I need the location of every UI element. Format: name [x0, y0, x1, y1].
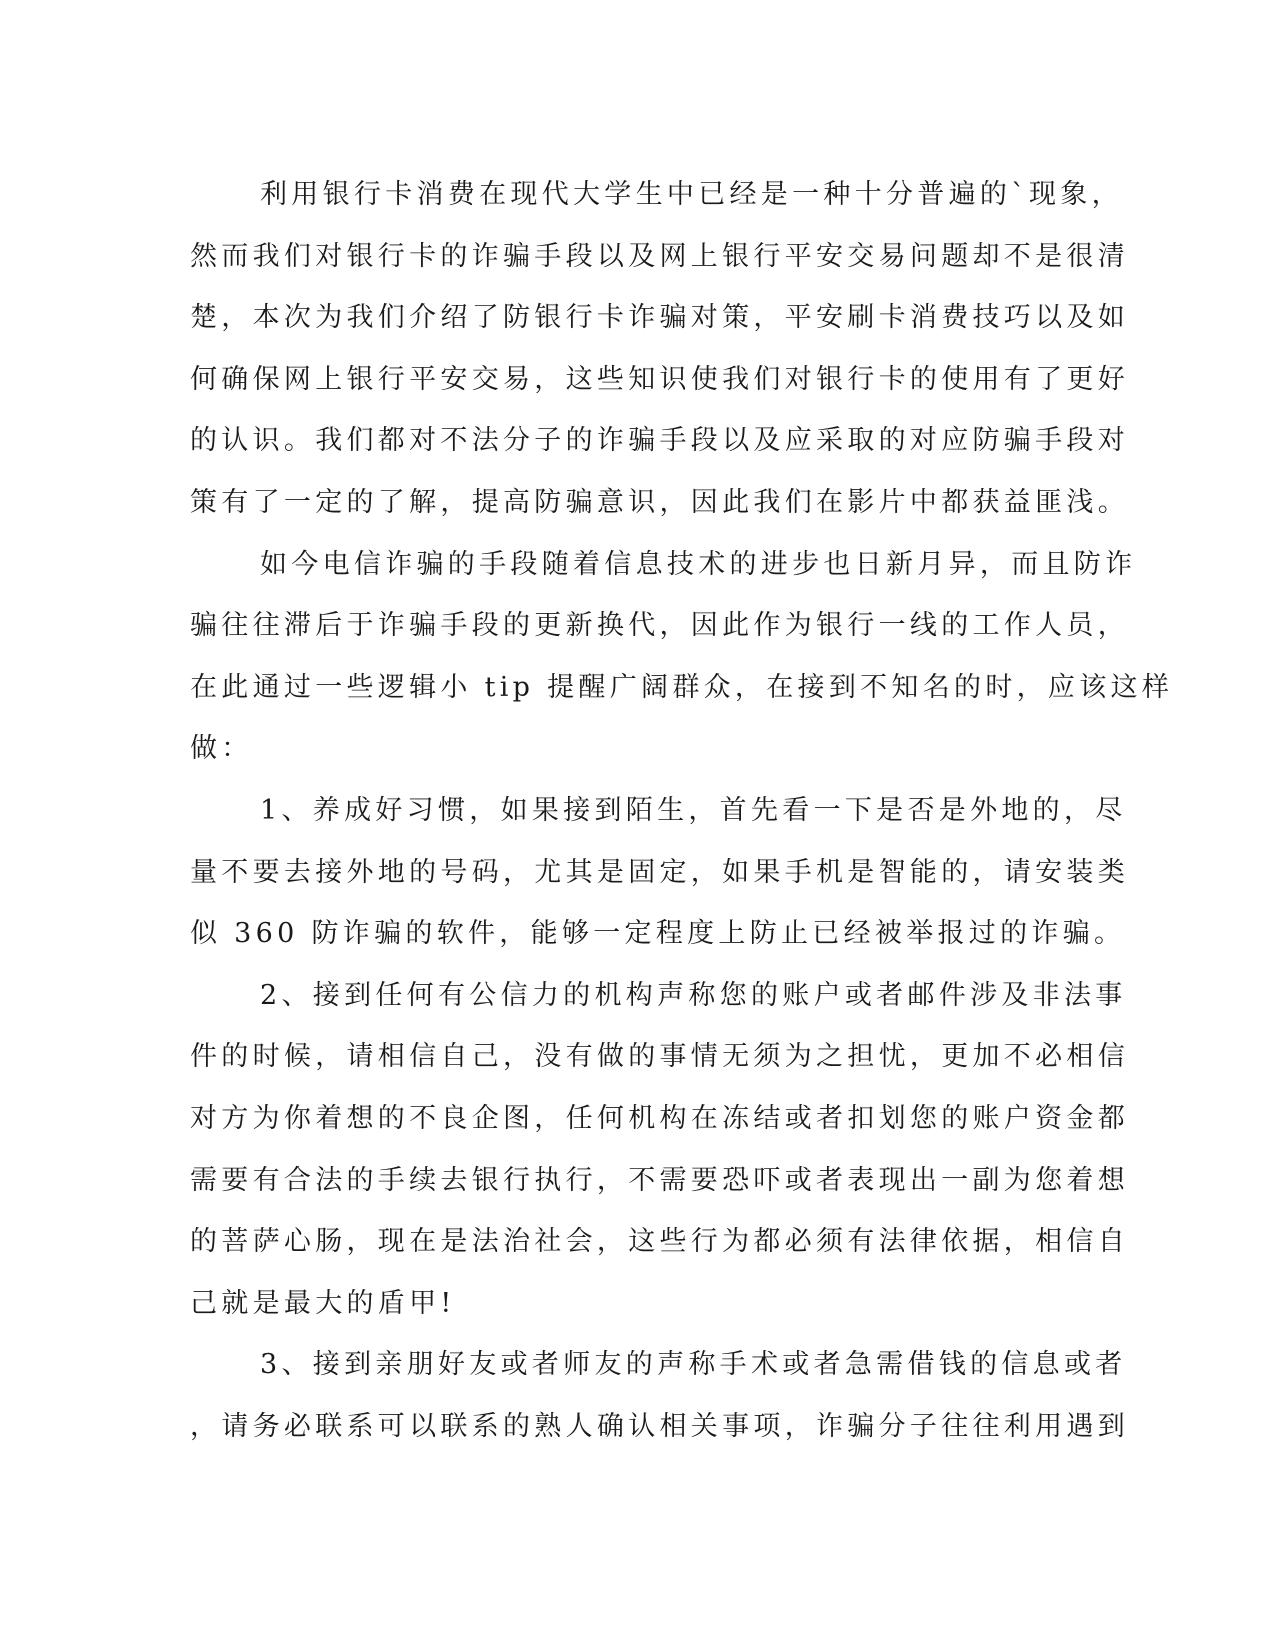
text-line: 的菩萨心肠，现在是法治社会，这些行为都必须有法律依据，相信自	[190, 1226, 1129, 1258]
text-line: 策有了一定的了解，提高防骗意识，因此我们在影片中都获益匪浅。	[190, 486, 1129, 518]
text-line: 己就是最大的盾甲!	[190, 1287, 456, 1319]
text-line: 如今电信诈骗的手段随着信息技术的进步也日新月异，而且防诈	[260, 548, 1137, 580]
text-line: 件的时候，请相信自己，没有做的事情无须为之担忧，更加不必相信	[190, 1041, 1129, 1073]
text-line: 何确保网上银行平安交易，这些知识使我们对银行卡的使用有了更好	[190, 363, 1129, 395]
text-line: 楚，本次为我们介绍了防银行卡诈骗对策，平安刷卡消费技巧以及如	[190, 302, 1129, 334]
text-line: 需要有合法的手续去银行执行，不需要恐吓或者表现出一副为您着想	[190, 1164, 1129, 1196]
text-line: 骗往往滞后于诈骗手段的更新换代，因此作为银行一线的工作人员，	[190, 610, 1129, 642]
text-line: 1、养成好习惯，如果接到陌生，首先看一下是否是外地的，尽	[260, 794, 1127, 826]
text-line: 似 360 防诈骗的软件，能够一定程度上防止已经被举报过的诈骗。	[190, 918, 1126, 950]
text-line: 2、接到任何有公信力的机构声称您的账户或者邮件涉及非法事	[260, 979, 1127, 1011]
text-line: 的认识。我们都对不法分子的诈骗手段以及应采取的对应防骗手段对	[190, 425, 1129, 457]
text-line: 对方为你着想的不良企图，任何机构在冻结或者扣划您的账户资金都	[190, 1102, 1129, 1134]
text-line: 利用银行卡消费在现代大学生中已经是一种十分普遍的`现象，	[260, 179, 1123, 210]
text-line: 量不要去接外地的号码，尤其是固定，如果手机是智能的，请安装类	[190, 856, 1129, 888]
text-line: 然而我们对银行卡的诈骗手段以及网上银行平安交易问题却不是很清	[190, 240, 1129, 272]
text-line: ，请务必联系可以联系的熟人确认相关事项，诈骗分子往往利用遇到	[190, 1410, 1129, 1442]
body-text	[190, 164, 1174, 1457]
text-line: 3、接到亲朋好友或者师友的声称手术或者急需借钱的信息或者	[260, 1349, 1127, 1381]
text-line: 在此通过一些逻辑小 tip 提醒广阔群众，在接到不知名的时，应该这样	[190, 671, 1174, 703]
text-line: 做：	[190, 733, 253, 765]
